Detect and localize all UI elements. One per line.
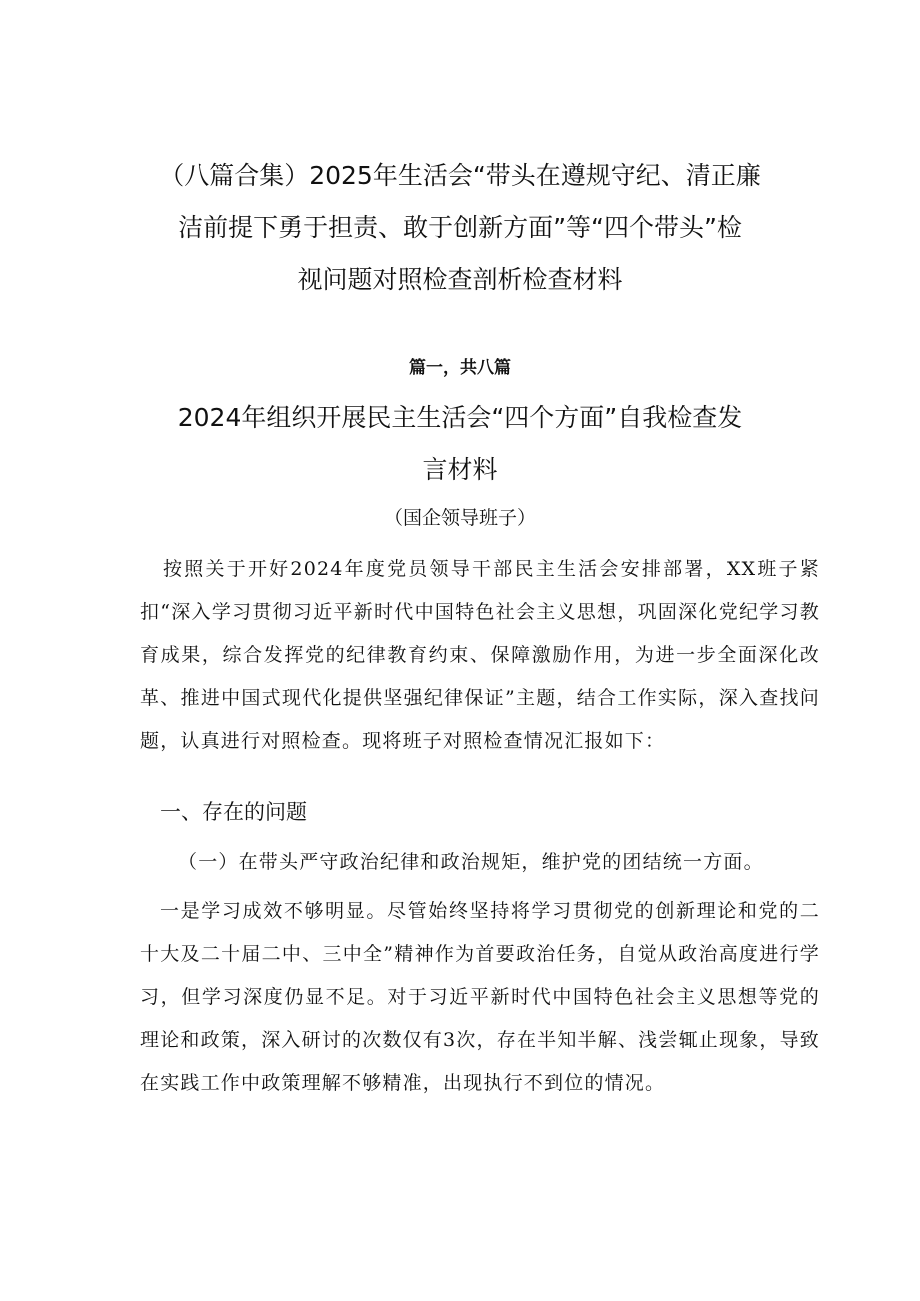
intro-paragraph: 按照关于开好2024年度党员领导干部民主生活会安排部署，XX班子紧扣“深入学习贯彻习近平新时代中国特色社会主义思想，巩固深化党纪学习教育成果，综合发挥党的纪律教育约束、保障激励作用，为进一步全面深化改革、推进中国式现代化提供坚强纪律保证”主题，结合工作实际，深入查找问题，认真进行对照检查。现将班子对照检查情况汇报如下： [140, 558, 820, 752]
subtitle [140, 392, 780, 496]
subsection-heading: （一）在带头严守政治纪律和政治规矩，维护党的团结统一方面。 [178, 851, 764, 873]
point-paragraph: 一是学习成效不够明显。尽管始终坚持将学习贯彻党的创新理论和党的二十大及二十届二中、三中全”精神作为首要政治任务，自觉从政治高度进行学习，但学习深度仍显不足。对于习近平新时代中国特色社会主义思想等党的理论和政策，深入研讨的次数仅有3次，存在半知半解、浅尝辄止现象，导致在实践工作中政策理解不够精准，出现执行不到位的情况。 [140, 900, 820, 1094]
title-line-3: 视问题对照检查剖析检查材料 [297, 265, 623, 294]
org-note: （国企领导班子） [383, 507, 536, 529]
part-label: 篇一，共八篇 [409, 358, 511, 378]
title-line-1: （八篇合集）2025年生活会“带头在遵规守纪、清正廉 [159, 161, 761, 190]
section-heading: 一、存在的问题 [160, 800, 307, 824]
title-line-2: 洁前提下勇于担责、敢于创新方面”等“四个带头”检 [178, 213, 742, 242]
subtitle-line-1: 2024年组织开展民主生活会“四个方面”自我检查发 [177, 403, 743, 432]
subtitle-line-2: 言材料 [422, 455, 498, 484]
document-title [140, 150, 780, 306]
